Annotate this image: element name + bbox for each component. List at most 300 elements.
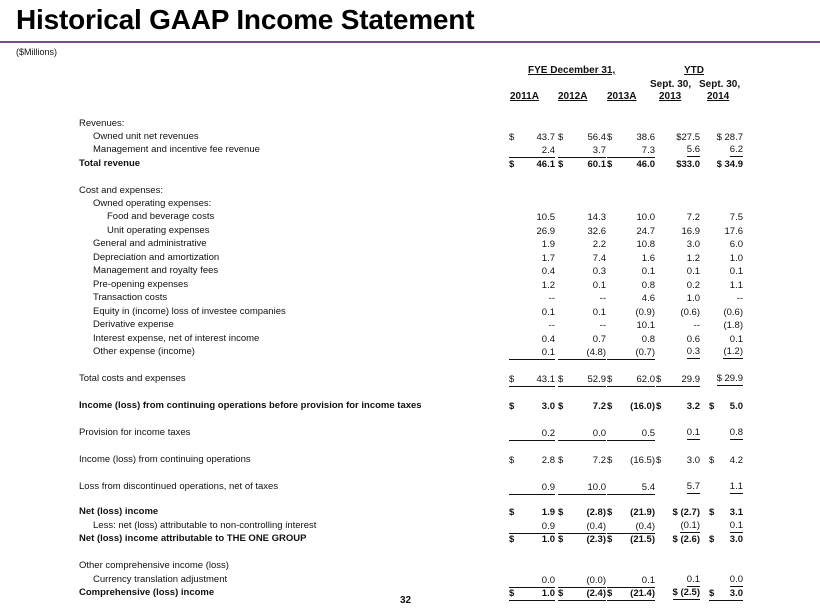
cell-value: 2.2 [592, 239, 606, 250]
row-label: Equity in (income) loss of investee companies [93, 306, 286, 317]
value-cell [709, 574, 743, 587]
cell-value: 56.4 [587, 132, 606, 143]
value-cell [607, 454, 655, 467]
cell-value: 10.1 [636, 320, 655, 331]
cell-value: (2.4) [586, 588, 606, 599]
cell-value: 7.2 [592, 401, 606, 412]
currency-symbol: $ [509, 507, 515, 518]
cell-value: 1.2 [686, 253, 700, 264]
value-cell [709, 292, 743, 305]
cell-value: (0.4) [586, 521, 606, 532]
value-cell [607, 211, 655, 224]
value-cell [558, 265, 606, 278]
value-cell [709, 238, 743, 251]
value-cell [509, 265, 555, 278]
value-cell [656, 225, 700, 238]
cell-value: 0.3 [592, 266, 606, 277]
value-cell [709, 265, 743, 278]
value-cell [656, 574, 700, 587]
col-header-2012a: 2012A [558, 91, 588, 102]
value-cell [558, 333, 606, 346]
cell-value: 1.7 [541, 253, 555, 264]
value-cell [509, 144, 555, 158]
value-cell [607, 400, 655, 413]
currency-symbol: $ [607, 588, 613, 599]
cell-value: 52.9 [587, 374, 606, 385]
cell-value: 0.6 [686, 334, 700, 345]
value-cell [558, 454, 606, 467]
page-number: 32 [400, 595, 412, 606]
table-row [0, 144, 820, 157]
cell-value: 3.2 [686, 401, 700, 412]
cell-value: 10.8 [636, 239, 655, 250]
cell-value: (0.1) [680, 520, 700, 531]
value-cell [509, 158, 555, 171]
value-cell [656, 373, 700, 387]
value-cell [509, 252, 555, 265]
cell-value: 29.9 [681, 374, 700, 385]
value-cell [607, 481, 655, 495]
value-cell [558, 346, 606, 360]
value-cell [656, 211, 700, 224]
currency-symbol: $ [656, 374, 662, 385]
table-row [0, 520, 820, 533]
cell-value: $ (2.5) [672, 587, 700, 598]
cell-value: 10.0 [636, 212, 655, 223]
row-label: Owned operating expenses: [93, 198, 212, 209]
cell-value: 60.1 [587, 159, 606, 170]
cell-value: $ 28.7 [716, 132, 743, 143]
value-cell [607, 319, 655, 332]
row-label: General and administrative [93, 238, 207, 249]
cell-value: 0.1 [686, 427, 700, 438]
cell-value: 0.5 [641, 428, 655, 439]
cell-value: 3.0 [541, 401, 555, 412]
value-cell [509, 319, 555, 332]
page-title: Historical GAAP Income Statement [16, 4, 475, 35]
cell-value: (4.8) [586, 347, 606, 358]
table-row [0, 506, 820, 519]
cell-value: 3.0 [686, 239, 700, 250]
value-cell [656, 481, 700, 494]
currency-symbol: $ [509, 132, 515, 143]
value-cell [709, 587, 743, 601]
cell-value: 38.6 [636, 132, 655, 143]
cell-value: $ (2.7) [672, 507, 700, 518]
value-cell [656, 252, 700, 265]
col-header-2013a: 2013A [607, 91, 637, 102]
row-label: Management and incentive fee revenue [93, 144, 260, 155]
value-cell [607, 238, 655, 251]
cell-value: 1.1 [729, 481, 743, 492]
value-cell [709, 506, 743, 519]
table-row [0, 574, 820, 587]
cell-value: -- [548, 293, 555, 304]
row-label: Currency translation adjustment [93, 574, 228, 585]
cell-value: 24.7 [636, 226, 655, 237]
cell-value: 1.0 [541, 588, 555, 599]
cell-value: 0.1 [641, 575, 655, 586]
cell-value: 46.0 [636, 159, 655, 170]
cell-value: 4.6 [641, 293, 655, 304]
currency-symbol: $ [509, 374, 515, 385]
value-cell [509, 427, 555, 441]
cell-value: 1.0 [686, 293, 700, 304]
row-label: Pre-opening expenses [93, 279, 189, 290]
value-cell [656, 346, 700, 359]
value-cell [607, 252, 655, 265]
cell-value: 17.6 [724, 226, 743, 237]
cell-value: 0.4 [541, 266, 555, 277]
value-cell [558, 144, 606, 158]
cell-value: 0.1 [729, 266, 743, 277]
table-row [0, 427, 820, 440]
value-cell [709, 533, 743, 546]
cell-value: 5.0 [729, 401, 743, 412]
value-cell [509, 238, 555, 251]
cell-value: 0.3 [686, 346, 700, 357]
value-cell [656, 533, 700, 546]
value-cell [509, 279, 555, 292]
table-row [0, 454, 820, 467]
cell-value: 1.2 [541, 280, 555, 291]
currency-symbol: $ [558, 132, 564, 143]
value-cell [607, 587, 655, 601]
table-row [0, 292, 820, 305]
cell-value: 0.4 [541, 334, 555, 345]
value-cell [709, 333, 743, 346]
row-label: Management and royalty fees [93, 265, 219, 276]
cell-value: 1.0 [541, 534, 555, 545]
cell-value: (0.4) [635, 521, 655, 532]
cell-value: (0.0) [586, 575, 606, 586]
value-cell [656, 265, 700, 278]
value-cell [709, 158, 743, 171]
currency-symbol: $ [509, 401, 515, 412]
value-cell [509, 533, 555, 546]
cell-value: 4.2 [729, 455, 743, 466]
table-row [0, 238, 820, 251]
value-cell [709, 520, 743, 533]
row-label: Total costs and expenses [79, 373, 186, 384]
cell-value: 7.2 [686, 212, 700, 223]
cell-value: 0.8 [641, 334, 655, 345]
cell-value: 3.0 [729, 588, 743, 599]
cell-value: 6.2 [729, 144, 743, 155]
cell-value: 1.9 [541, 239, 555, 250]
value-cell [656, 587, 700, 600]
currency-symbol: $ [509, 159, 515, 170]
value-cell [509, 333, 555, 346]
value-cell [656, 279, 700, 292]
row-label: Net (loss) income attributable to THE ONE GROUP [79, 533, 307, 544]
value-cell [509, 306, 555, 319]
value-cell [558, 520, 606, 534]
table-row [0, 319, 820, 332]
value-cell [709, 427, 743, 440]
cell-value: $ 34.9 [716, 159, 743, 170]
table-row [0, 306, 820, 319]
currency-symbol: $ [607, 534, 613, 545]
value-cell [656, 292, 700, 305]
row-label: Total revenue [79, 158, 141, 169]
cell-value: 10.0 [587, 482, 606, 493]
cell-value: -- [693, 320, 700, 331]
currency-symbol: $ [558, 401, 564, 412]
value-cell [509, 587, 555, 601]
value-cell [509, 131, 555, 144]
currency-symbol: $ [607, 374, 613, 385]
value-cell [607, 158, 655, 171]
currency-symbol: $ [509, 534, 515, 545]
value-cell [709, 211, 743, 224]
value-cell [607, 265, 655, 278]
cell-value: 0.0 [592, 428, 606, 439]
row-label: Net (loss) income [79, 506, 159, 517]
row-label: Unit operating expenses [107, 225, 210, 236]
cell-value: -- [736, 293, 743, 304]
cell-value: 5.7 [686, 481, 700, 492]
value-cell [656, 506, 700, 519]
row-label: Other comprehensive income (loss) [79, 560, 229, 571]
table-row [0, 211, 820, 224]
cell-value: -- [599, 320, 606, 331]
cell-value: 7.4 [592, 253, 606, 264]
cell-value: 3.7 [592, 145, 606, 156]
value-cell [656, 520, 700, 533]
currency-symbol: $ [509, 588, 515, 599]
col-header-top-4: Sept. 30, [699, 79, 741, 90]
value-cell [709, 131, 743, 144]
value-cell [709, 319, 743, 332]
row-label: Depreciation and amortization [93, 252, 220, 263]
units-note: ($Millions) [16, 47, 58, 57]
row-label: Interest expense, net of interest income [93, 333, 260, 344]
value-cell [558, 587, 606, 601]
value-cell [509, 400, 555, 413]
value-cell [607, 520, 655, 534]
row-label: Other expense (income) [93, 346, 195, 357]
value-cell [607, 506, 655, 519]
cell-value: 1.0 [729, 253, 743, 264]
cell-value: 0.0 [541, 575, 555, 586]
value-cell [656, 131, 700, 144]
row-label: Transaction costs [93, 292, 168, 303]
value-cell [509, 225, 555, 238]
value-cell [558, 427, 606, 441]
cell-value: (2.8) [586, 507, 606, 518]
cell-value: 14.3 [587, 212, 606, 223]
currency-symbol: $ [709, 588, 715, 599]
value-cell [558, 481, 606, 495]
cell-value: 6.0 [729, 239, 743, 250]
currency-symbol: $ [558, 374, 564, 385]
value-cell [558, 292, 606, 305]
table-row [0, 279, 820, 292]
currency-symbol: $ [607, 159, 613, 170]
value-cell [607, 279, 655, 292]
table-row [0, 265, 820, 278]
cell-value: 0.2 [686, 280, 700, 291]
value-cell [709, 454, 743, 467]
value-cell [656, 454, 700, 467]
cell-value: (1.2) [723, 346, 743, 357]
cell-value: 0.1 [541, 307, 555, 318]
cell-value: 0.1 [541, 347, 555, 358]
col-header-ytd-2014: 2014 [707, 91, 730, 102]
col-header-ytd-2013: 2013 [659, 91, 682, 102]
row-label: Food and beverage costs [107, 211, 215, 222]
cell-value: 0.8 [729, 427, 743, 438]
cell-value: 0.9 [541, 482, 555, 493]
cell-value: (21.5) [630, 534, 655, 545]
currency-symbol: $ [558, 507, 564, 518]
value-cell [558, 306, 606, 319]
fye-group-header: FYE December 31, [528, 65, 616, 76]
cell-value: 0.1 [641, 266, 655, 277]
value-cell [709, 373, 743, 386]
value-cell [607, 574, 655, 588]
cell-value: 1.6 [641, 253, 655, 264]
value-cell [509, 346, 555, 360]
value-cell [558, 211, 606, 224]
row-label: Derivative expense [93, 319, 174, 330]
value-cell [558, 533, 606, 546]
value-cell [509, 373, 555, 387]
value-cell [656, 427, 700, 440]
row-label: Loss from discontinued operations, net of taxes [79, 481, 279, 492]
value-cell [558, 238, 606, 251]
cell-value: 0.1 [592, 307, 606, 318]
cell-value: 43.7 [536, 132, 555, 143]
value-cell [656, 238, 700, 251]
value-cell [709, 306, 743, 319]
value-cell [607, 427, 655, 441]
table-row [0, 225, 820, 238]
currency-symbol: $ [558, 455, 564, 466]
row-label: Owned unit net revenues [93, 131, 199, 142]
value-cell [558, 373, 606, 387]
value-cell [607, 144, 655, 158]
row-label: Provision for income taxes [79, 427, 191, 438]
table-row [0, 533, 820, 546]
cell-value: 10.5 [536, 212, 555, 223]
row-label: Less: net (loss) attributable to non-controlling interest [93, 520, 317, 531]
value-cell [558, 400, 606, 413]
value-cell [709, 252, 743, 265]
row-label: Income (loss) from continuing operations before provision for income taxes [79, 400, 422, 411]
table-row [0, 481, 820, 494]
table-row [0, 252, 820, 265]
value-cell [656, 144, 700, 157]
cell-value: $33.0 [676, 159, 700, 170]
cell-value: 5.6 [686, 144, 700, 155]
value-cell [509, 292, 555, 305]
cell-value: (16.5) [630, 455, 655, 466]
value-cell [709, 481, 743, 494]
value-cell [709, 400, 743, 413]
cell-value: 0.1 [592, 280, 606, 291]
currency-symbol: $ [558, 159, 564, 170]
currency-symbol: $ [607, 507, 613, 518]
table-row [0, 131, 820, 144]
value-cell [509, 454, 555, 467]
cell-value: 3.1 [729, 507, 743, 518]
cell-value: 16.9 [681, 226, 700, 237]
cell-value: 0.2 [541, 428, 555, 439]
cell-value: $ 29.9 [716, 373, 743, 384]
value-cell [656, 158, 700, 171]
value-cell [607, 373, 655, 387]
value-cell [607, 292, 655, 305]
currency-symbol: $ [558, 534, 564, 545]
row-label: Revenues: [79, 118, 125, 129]
currency-symbol: $ [709, 534, 715, 545]
cell-value: -- [599, 293, 606, 304]
table-row [0, 346, 820, 359]
cell-value: 2.4 [541, 145, 555, 156]
cell-value: $27.5 [676, 132, 700, 143]
value-cell [607, 346, 655, 360]
value-cell [607, 225, 655, 238]
value-cell [709, 346, 743, 359]
currency-symbol: $ [509, 455, 515, 466]
cell-value: (1.8) [723, 320, 743, 331]
cell-value: 5.4 [641, 482, 655, 493]
value-cell [558, 225, 606, 238]
cell-value: (0.6) [723, 307, 743, 318]
cell-value: 0.9 [541, 521, 555, 532]
cell-value: 2.8 [541, 455, 555, 466]
value-cell [509, 506, 555, 519]
cell-value: 1.1 [729, 280, 743, 291]
cell-value: 3.0 [729, 534, 743, 545]
title-divider [0, 41, 820, 43]
value-cell [607, 306, 655, 319]
cell-value: 1.9 [541, 507, 555, 518]
cell-value: 0.1 [729, 520, 743, 531]
cell-value: $ (2.6) [672, 534, 700, 545]
col-header-top-3: Sept. 30, [650, 79, 692, 90]
cell-value: 0.7 [592, 334, 606, 345]
cell-value: 0.0 [729, 574, 743, 585]
currency-symbol: $ [656, 401, 662, 412]
cell-value: 7.3 [641, 145, 655, 156]
cell-value: (0.7) [635, 347, 655, 358]
cell-value: 26.9 [536, 226, 555, 237]
value-cell [558, 574, 606, 588]
value-cell [607, 131, 655, 144]
cell-value: 62.0 [636, 374, 655, 385]
cell-value: 0.1 [686, 266, 700, 277]
table-row [0, 400, 820, 413]
value-cell [607, 333, 655, 346]
cell-value: 0.8 [641, 280, 655, 291]
value-cell [656, 333, 700, 346]
cell-value: (0.9) [635, 307, 655, 318]
value-cell [558, 279, 606, 292]
cell-value: 3.0 [686, 455, 700, 466]
ytd-group-header: YTD [684, 65, 704, 76]
value-cell [558, 319, 606, 332]
cell-value: (21.9) [630, 507, 655, 518]
col-header-2011a: 2011A [510, 91, 539, 102]
currency-symbol: $ [607, 132, 613, 143]
cell-value: 43.1 [536, 374, 555, 385]
value-cell [709, 279, 743, 292]
value-cell [509, 574, 555, 588]
value-cell [558, 252, 606, 265]
